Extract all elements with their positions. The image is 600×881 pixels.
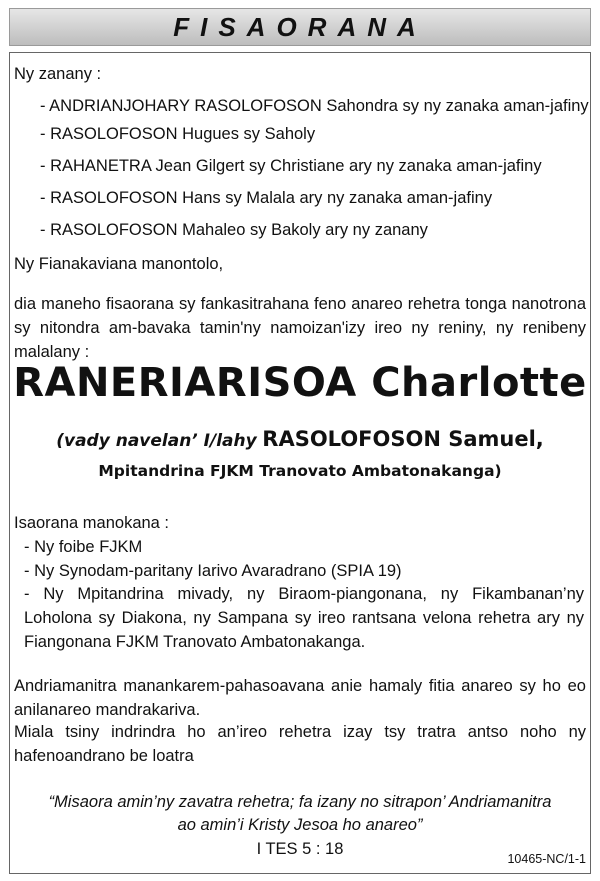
child-line: - RAHANETRA Jean Gilgert sy Christiane ary ny zanaka aman-jafiny [40,157,542,175]
special-item: - Ny Mpitandrina mivady, ny Biraom-piangonana, ny Fikambanan’ny Loholona sy Diakona, ny Sampana sy ireo rantsana velona rehetra ary ny Fiangonana FJKM Tranovato Ambatonakanga. [24,585,584,651]
special-item: - Ny Synodam-paritany Iarivo Avaradrano (SPIA 19) [24,562,402,580]
special-intro: Isaorana manokana : [14,514,170,532]
apology-paragraph: Miala tsiny indrindra ho an’ireo rehetra izay tsy tratra antso noho ny hafenoandrano be loatra [14,723,586,765]
ad-code: 10465-NC/1-1 [507,852,586,866]
relatives-line: Ny Fianakaviana manontolo, [14,255,224,273]
special-item: - Ny foibe FJKM [24,538,143,556]
children-intro: Ny zanany : [14,65,102,83]
spouse-title: Mpitandrina FJKM Tranovato Ambatonakanga) [98,462,502,480]
spouse-line [0,427,600,451]
page-title: FISAORANA [173,11,427,42]
verse-reference: I TES 5 : 18 [256,840,344,858]
title-banner [9,8,591,46]
child-line: - RASOLOFOSON Mahaleo sy Bakoly ary ny zanany [40,221,428,239]
verse-line-1: “Misaora amin’ny zavatra rehetra; fa izany no sitrapon’ Andriamanitra [48,793,552,811]
deceased-name: RANERIARISOA Charlotte [13,360,587,406]
child-line: - ANDRIANJOHARY RASOLOFOSON Sahondra sy ny zanaka aman-jafiny [40,97,589,115]
child-line: - RASOLOFOSON Hans sy Malala ary ny zanaka aman-jafiny [40,189,493,207]
spouse-name: RASOLOFOSON Samuel, [262,427,544,451]
verse-line-2: ao amin’i Kristy Jesoa ho anareo” [177,816,423,834]
spouse-prefix: (vady navelan’ I/lahy [56,431,257,451]
blessing-paragraph: Andriamanitra manankarem-pahasoavana anie hamaly fitia anareo sy ho eo anilanareo mandrakariva. [14,677,586,719]
child-line: - RASOLOFOSON Hugues sy Saholy [40,125,316,143]
thanks-paragraph: dia maneho fisaorana sy fankasitrahana feno anareo rehetra tonga nanotrona sy nitondra am-bavaka tamin'ny namoizan'izy ireo ny reniny, ny renibeny malalany : [14,295,586,361]
